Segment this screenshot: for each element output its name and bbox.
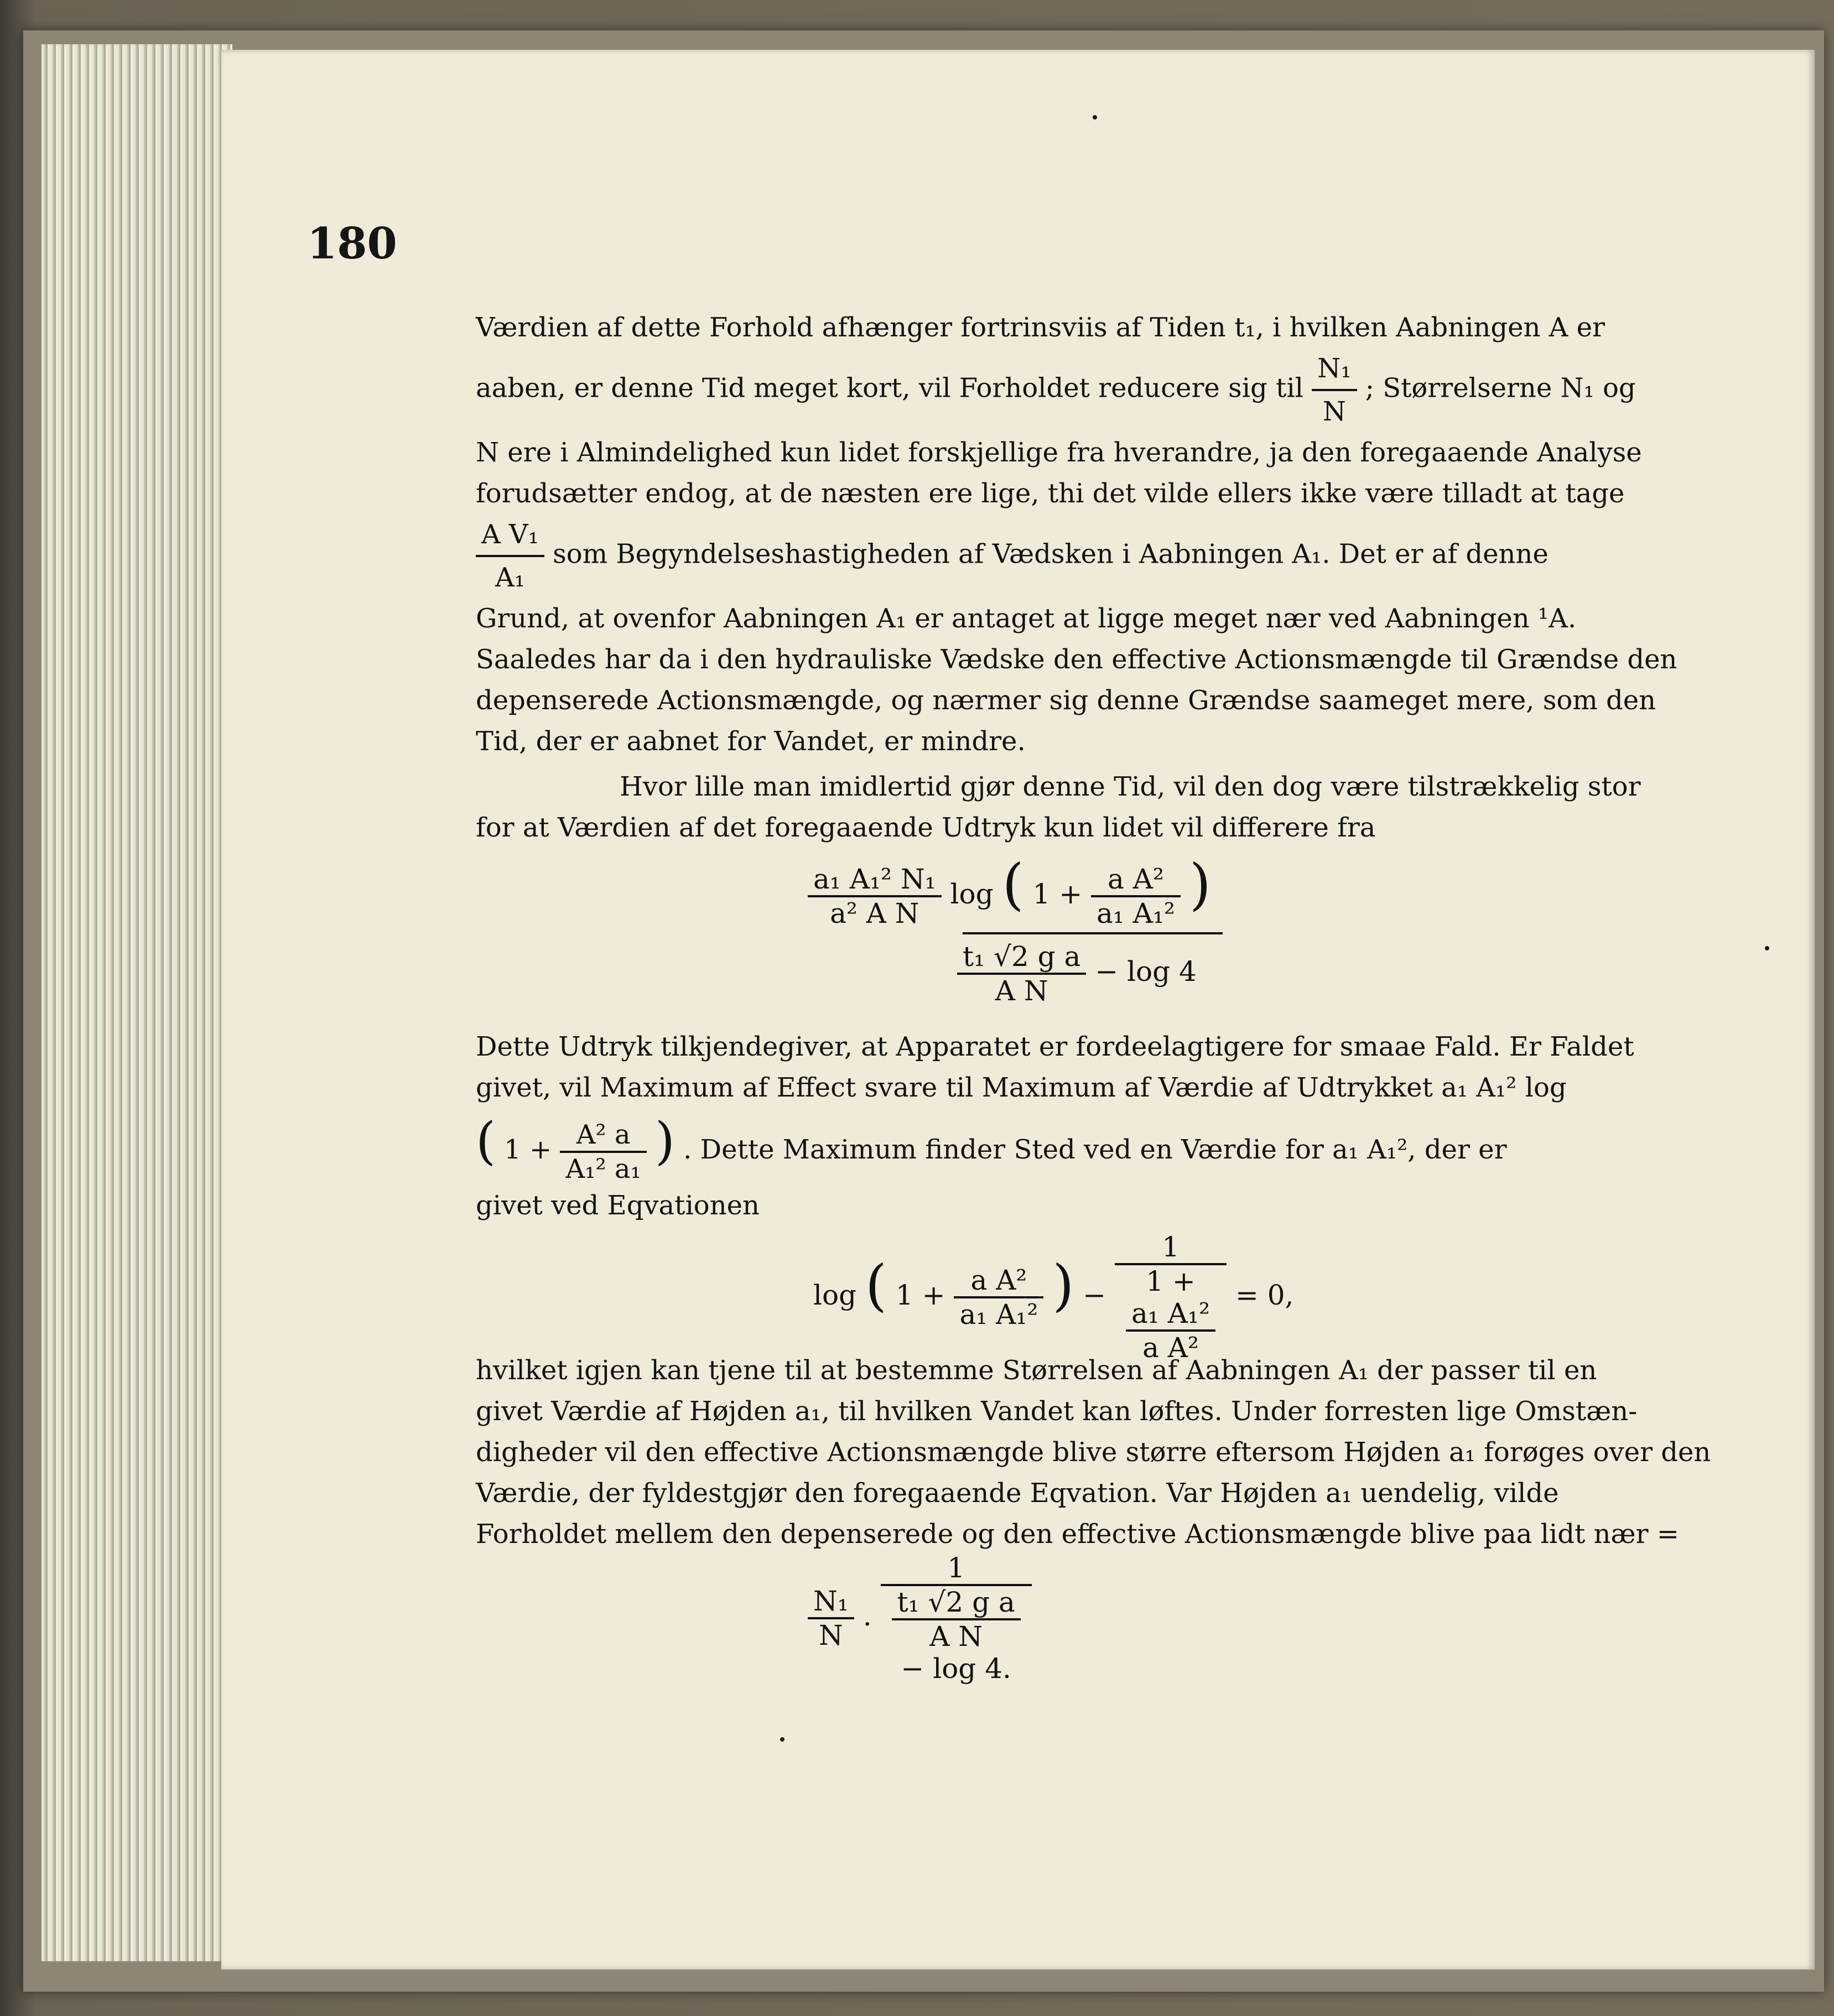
fraction-numerator: a₁ A₁² N₁ (813, 863, 936, 895)
fraction-numerator: A V₁ (481, 519, 539, 550)
paren-left: ( (865, 1253, 887, 1318)
text-line: for at Værdien af det foregaaende Udtryk kun lidet vil differere fra (476, 812, 1376, 843)
paren-right: ) (1052, 1253, 1074, 1318)
ink-spot (780, 1737, 784, 1742)
text-line: Værdien af dette Forhold afhænger fortrinsviis af Tiden t₁, i hvilken Aabningen A er (476, 312, 1605, 343)
inline-fraction (1312, 348, 1357, 432)
paren-body: 1 + (1032, 878, 1083, 910)
fraction-denominator: N (1312, 389, 1357, 432)
text-line-part: . Dette Maximum finder Sted ved en Værdie for a₁ A₁², der er (683, 1134, 1507, 1165)
fraction-denominator: A N (892, 1618, 1021, 1653)
fraction-numerator: t₁ √2 g a (963, 941, 1081, 973)
text-line: depenserede Actionsmængde, og nærmer sig denne Grændse saameget mere, som den (476, 685, 1656, 716)
fraction-numerator: a A² (970, 1264, 1027, 1296)
log-label: log (813, 1279, 857, 1311)
fraction-denominator: A N (957, 973, 1086, 1007)
fraction-denominator (1115, 1263, 1227, 1364)
formula-1-denominator (957, 941, 1197, 1007)
inner-fraction (1091, 863, 1181, 929)
page-number: 180 (307, 219, 397, 269)
fraction-numerator: A² a (576, 1119, 631, 1150)
fraction-denominator: a₁ A₁² (1091, 895, 1181, 929)
inline-fraction (476, 514, 544, 598)
ink-spot (1765, 946, 1769, 950)
fraction-numerator: 1 (1162, 1231, 1180, 1263)
text-line: Dette Udtryk tilkjendegiver, at Apparatet er fordeelagtigere for smaae Fald. Er Faldet (476, 1031, 1634, 1062)
denominator-prefix: 1 + (1146, 1265, 1196, 1297)
paragraph-1 (476, 307, 1677, 762)
formula-final (808, 1552, 1032, 1685)
paragraph-3 (476, 1026, 1649, 1226)
equals-zero: = 0, (1235, 1279, 1294, 1311)
paragraph-2 (476, 766, 1649, 848)
text-line: Værdie, der fyldestgjør den foregaaende Eqvation. Var Højden a₁ uendelig, vilde (476, 1478, 1559, 1509)
velocity-fraction (886, 1586, 1026, 1653)
paren-body: 1 + (895, 1279, 945, 1311)
velocity-fraction (957, 941, 1086, 1007)
paren-right: ) (654, 1111, 675, 1171)
reciprocal-fraction (1115, 1231, 1227, 1364)
final-fraction (881, 1552, 1032, 1685)
fraction-denominator: a A² (1126, 1329, 1215, 1364)
text-line: Saaledes har da i den hydrauliske Vædske den effective Actionsmængde til Grændse den (476, 644, 1677, 675)
paren-right: ) (1189, 852, 1211, 917)
fraction-numerator: N₁ (1317, 353, 1352, 384)
text-line: givet ved Eqvationen (476, 1189, 760, 1221)
text-line-part: som Begyndelseshastigheden af Vædsken i Aabningen A₁. Det er af denne (553, 538, 1549, 570)
fraction-denominator: a² A N (808, 895, 942, 929)
paren-body: 1 + (504, 1134, 552, 1165)
text-line (476, 514, 1649, 598)
text-line-part: aaben, er denne Tid meget kort, vil Forholdet reducere sig til (476, 372, 1304, 404)
ratio-fraction (808, 1585, 854, 1651)
ink-spot (1093, 115, 1097, 119)
fraction-denominator: A₁ (476, 555, 544, 598)
paragraph-4 (476, 1350, 1711, 1555)
fraction-numerator: a₁ A₁² (1131, 1297, 1210, 1329)
text-line: Forholdet mellem den depenserede og den effective Actionsmængde blive paa lidt nær = (476, 1519, 1679, 1550)
fraction-numerator: 1 (947, 1552, 965, 1584)
multiply-dot: . (863, 1600, 872, 1632)
formula-1 (808, 852, 1211, 929)
fraction-numerator: t₁ √2 g a (897, 1586, 1015, 1618)
text-line: digheder vil den effective Actionsmængde blive større eftersom Højden a₁ forøges over den (476, 1437, 1711, 1468)
text-line: forudsætter endog, at de næsten ere lige, thi det vilde ellers ikke være tilladt at tage (476, 478, 1625, 509)
text-line: hvilket igjen kan tjene til at bestemme Størrelsen af Aabningen A₁ der passer til en (476, 1355, 1597, 1386)
text-line: Hvor lille man imidlertid gjør denne Tid, vil den dog være tilstrækkelig stor (620, 771, 1641, 802)
log-term: − log 4 (1095, 955, 1197, 988)
log-label: log (950, 878, 994, 910)
log-term: − log 4. (901, 1653, 1011, 1685)
inner-fraction (954, 1264, 1043, 1331)
text-line: givet, vil Maximum af Effect svare til Maximum af Værdie af Udtrykket a₁ A₁² log (476, 1072, 1567, 1103)
fraction-denominator: A₁² a₁ (560, 1151, 646, 1185)
minus-sign: − (1083, 1279, 1106, 1311)
coefficient-fraction (808, 863, 942, 929)
fraction-numerator: a A² (1108, 863, 1164, 895)
text-line: N ere i Almindelighed kun lidet forskjellige fra hverandre, ja den foregaaende Analyse (476, 437, 1642, 468)
text-line (476, 1108, 1649, 1185)
inline-fraction (560, 1119, 646, 1185)
fraction-numerator: N₁ (813, 1585, 849, 1617)
main-fraction-bar (963, 932, 1223, 934)
equation (813, 1231, 1293, 1364)
text-line-tail: ; Størrelserne N₁ og (1365, 372, 1636, 404)
paren-left: ( (1002, 852, 1024, 917)
paren-left: ( (476, 1111, 496, 1171)
fraction-denominator (881, 1584, 1032, 1685)
text-line (476, 348, 1649, 432)
page-edges (41, 44, 232, 1961)
text-line: givet Værdie af Højden a₁, til hvilken Vandet kan løftes. Under forresten lige Omstæn- (476, 1396, 1638, 1427)
fraction-denominator: a₁ A₁² (954, 1296, 1043, 1331)
fraction-denominator: N (808, 1617, 854, 1651)
text-line: Grund, at ovenfor Aabningen A₁ er antaget at ligge meget nær ved Aabningen ¹A. (476, 603, 1577, 634)
text-line: Tid, der er aabnet for Vandet, er mindre. (476, 726, 1026, 757)
